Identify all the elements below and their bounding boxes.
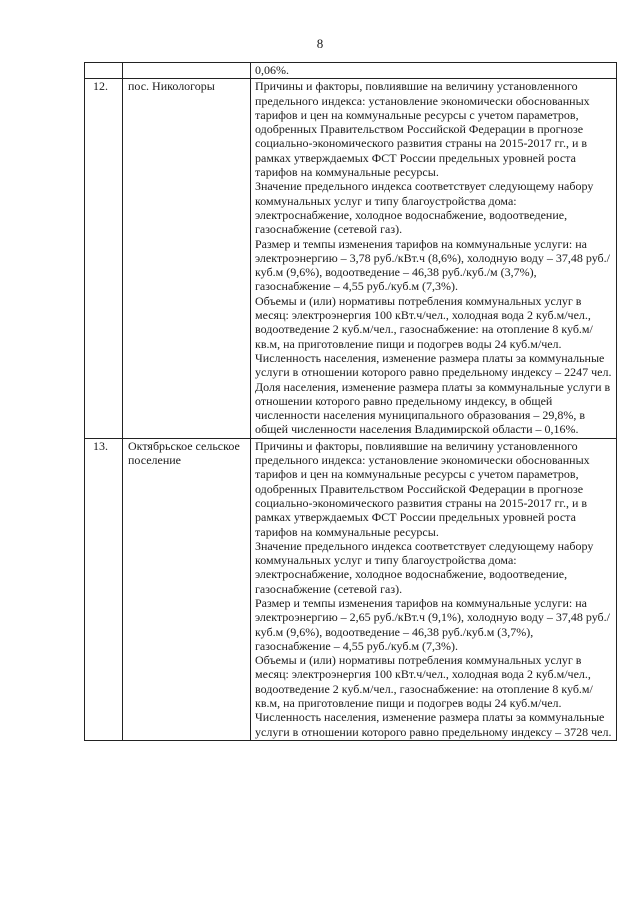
page-number: 8 — [316, 36, 324, 51]
cell-description — [251, 79, 617, 438]
paragraph: Численность населения, изменение размера платы за коммунальные услуги в отношении которого равно предельному индексу – 3728 чел. — [255, 710, 612, 739]
paragraph: Значение предельного индекса соответствует следующему набору коммунальных услуг и типу благоустройства дома: электроснабжение, холодное водоснабжение, водоотведение, газоснабжение (сетевой газ). — [255, 538, 594, 596]
paragraph: Объемы и (или) нормативы потребления коммунальных услуг в месяц: электроэнергия 100 кВт.ч/чел., холодная вода 2 куб.м/чел., водоотведение 2 куб.м/чел., газоснабжение: на отопление 8 куб.м/кв.м, на приготовление пищи и подогрев воды 24 куб.м/чел. — [255, 653, 593, 711]
settlement-name: пос. Никологоры — [123, 79, 251, 438]
paragraph: Размер и темпы изменения тарифов на коммунальные услуги: на электроэнергию – 3,78 руб./кВт.ч (8,6%), холодную воду – 37,48 руб./куб.м (9,6%), водоотведение – 46,38 руб./куб./м (3,7%), газоснабжение – 4,55 руб./куб.м (7,3%). — [255, 236, 610, 294]
paragraph: 0,06%. — [255, 63, 289, 77]
cell-place — [123, 63, 251, 79]
table-row — [85, 79, 617, 438]
cell-number — [85, 63, 123, 79]
settlement-name: Октябрьское сельское поселение — [123, 438, 251, 740]
paragraph: Численность населения, изменение размера платы за коммунальные услуги в отношении которого равно предельному индексу – 2247 чел. — [255, 350, 612, 380]
row-number: 13. — [85, 438, 123, 740]
table-row-continuation — [85, 63, 617, 79]
paragraph: Объемы и (или) нормативы потребления коммунальных услуг в месяц: электроэнергия 100 кВт.ч/чел., холодная вода 2 куб.м/чел., водоотведение 2 куб.м/чел., газоснабжение: на отопление 8 куб.м/кв.м, на приготовление пищи и подогрев воды 24 куб.м/чел. — [255, 293, 593, 351]
paragraph: Размер и темпы изменения тарифов на коммунальные услуги: на электроэнергию – 2,65 руб./кВт.ч (9,1%), холодную воду – 37,48 руб./куб.м (9,6%), водоотведение – 46,38 руб./куб.м (3,7%), газоснабжение – 4,55 руб./куб.м (7,3%). — [255, 595, 610, 653]
paragraph: Причины и факторы, повлиявшие на величину установленного предельного индекса: установление экономически обоснованных тарифов и цен на коммунальные ресурсы с учетом параметров, одобренных Правительством Российской Федерации в прогнозе социально-экономического развития страны на 2015-2017 гг., и в рамках утверждаемых ФСТ России предельных уровней роста тарифов на коммунальные ресурсы. — [255, 438, 590, 539]
paragraph: Причины и факторы, повлиявшие на величину установленного предельного индекса: установление экономически обоснованных тарифов и цен на коммунальные ресурсы с учетом параметров, одобренных Правительством Российской Федерации в прогнозе социально-экономического развития страны на 2015-2017 гг., и в рамках утверждаемых ФСТ России предельных уровней роста тарифов на коммунальные ресурсы. — [255, 79, 590, 180]
cell-description — [251, 63, 617, 79]
paragraph: Доля населения, изменение размера платы за коммунальные услуги в отношении которого равно предельному индексу, в общей численности населения муниципального образования – 29,8%, в общей численности населения Владимирской области – 0,16%. — [255, 379, 611, 437]
table-row — [85, 438, 617, 740]
index-table — [84, 62, 617, 741]
cell-description — [251, 438, 617, 740]
paragraph: Значение предельного индекса соответствует следующему набору коммунальных услуг и типу благоустройства дома: электроснабжение, холодное водоснабжение, водоотведение, газоснабжение (сетевой газ). — [255, 179, 594, 237]
row-number: 12. — [85, 79, 123, 438]
